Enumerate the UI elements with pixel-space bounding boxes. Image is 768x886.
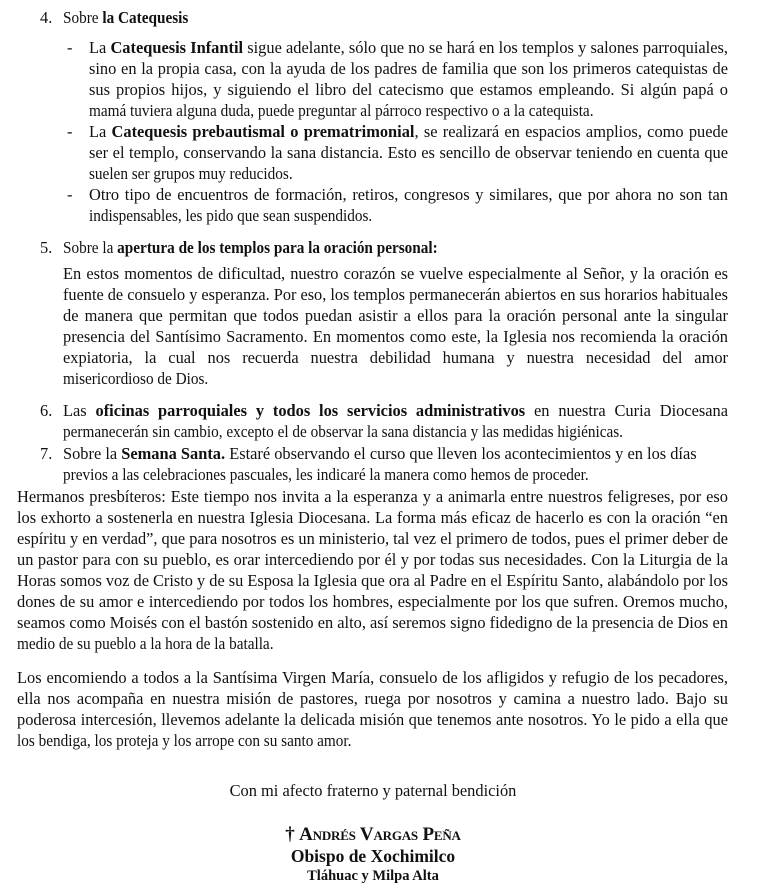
text-run: Las [63,401,96,420]
paragraph-line: los exhorto a sostenerla en nuestra Iglesia Diocesana. La forma más eficaz de hacerlo es con la oración “en [17,508,728,527]
paragraph-line: espíritu y en verdad”, que para nosotros es un ministerio, tal vez el primero de todos, pues el primer deber de [17,529,728,548]
bullet-line: ser el templo, conservando la sana distancia. Esto es sencillo de observar teniendo en cuenta que [89,143,728,162]
text-run: La [89,38,111,57]
text-run: en nuestra Curia Diocesana [525,401,728,420]
text-run: Estaré observando el curso que lleven los acontecimientos y en los días [225,444,697,463]
signature-name [0,824,746,846]
heading-bold: la Catequesis [102,8,189,27]
item-line: permanecerán sin cambio, excepto el de observar la sana distancia y las medidas higiénicas. [63,422,623,441]
paragraph-line: Los encomiendo a todos a la Santísima Virgen María, consuelo de los afligidos y refugio de los pecadores, [17,668,728,687]
bullet-line: mamá tuviera alguna duda, puede preguntar al párroco respectivo o a la catequista. [89,101,594,120]
paragraph-line: los bendiga, los proteja y los arrope con su santo amor. [17,731,352,750]
paragraph-line: un pastor para con su pueblo, es orar intercediendo por él y por todas sus necesidades. Con la Liturgia de la [17,550,728,569]
bullet-line [89,38,728,58]
cross-icon: † [285,824,295,845]
text-run: sigue adelante, sólo que no se hará en los templos y salones parroquiales, [243,38,728,57]
paragraph-line: Hermanos presbíteros: Este tiempo nos invita a la esperanza y a animarla entre nuestros feligreses, por eso [17,487,728,506]
list-number: 4. [40,8,53,27]
paragraph-line: ella nos acompaña en nuestra misión de pastores, ruega por nosotros y camina a nuestro lado. Bajo su [17,689,728,708]
item-line: previos a las celebraciones pascuales, les indicaré la manera como hemos de proceder. [63,465,589,484]
heading-lead: Sobre [63,8,103,27]
bullet-line: indispensables, les pido que sean suspendidos. [89,206,373,225]
item-line [63,444,728,464]
bullet-line: sino en la propia casa, con la ayuda de los padres de familia que son los primeros catequistas de [89,59,728,78]
closing-line: Con mi afecto fraterno y paternal bendición [229,781,517,800]
paragraph-line: expiatoria, la cual nos recuerda nuestra debilidad humana y nuestra necesidad del amor [63,348,728,367]
paragraph-line: dones de su amor e intercediendo por todos los hombres, especialmente por los que sufren. Oremos mucho, [17,592,728,611]
bullet-line: sus propios hijos, y siguiendo el libro del catecismo que estamos empleando. Si algún papá o [89,80,728,99]
bold-term: Semana Santa. [121,444,226,463]
bullet-line [89,122,728,142]
item-heading [63,8,188,28]
paragraph-line: seamos como Moisés con el bastón sostenido en alto, así seremos signo fidedigno de la presencia de Dios en [17,613,728,632]
bullet-dash: - [67,185,73,204]
bold-term: oficinas parroquiales y todos los servicios administrativos [95,401,526,420]
list-number: 6. [40,401,53,420]
paragraph-line: Horas somos voz de Cristo y de su Esposa la Iglesia que ora al Padre en el Espíritu Santo, alabándolo por los [17,571,728,590]
text-run: Sobre la [63,444,122,463]
bullet-dash: - [67,122,73,141]
list-number: 7. [40,444,53,463]
list-number: 5. [40,238,53,257]
bullet-line: suelen ser grupos muy reducidos. [89,164,293,183]
paragraph-line: fuente de consuelo y esperanza. Por eso, los templos permanecerán abiertos en sus horarios habituales [63,285,728,304]
paragraph-line: En estos momentos de dificultad, nuestro corazón se vuelve especialmente al Señor, y la oración es [63,264,728,283]
item-line [63,401,728,421]
signer-name: Andrés Vargas Peña [299,824,461,845]
heading-lead: Sobre la [63,238,118,257]
signature-title: Obispo de Xochimilco [290,846,456,866]
text-run: La [89,122,112,141]
paragraph-line: misericordioso de Dios. [63,369,209,388]
heading-bold: apertura de los templos para la oración personal: [117,238,438,257]
bullet-line: Otro tipo de encuentros de formación, retiros, congresos y similares, que por ahora no son tan [89,185,728,204]
paragraph-line: de manera que permitan que todos puedan asistir a ellos para la oración personal ante la singular [63,306,728,325]
item-heading [63,238,438,258]
paragraph-line: presencia del Santísimo Sacramento. En momentos como este, la Iglesia nos recomienda la oración [63,327,728,346]
text-run: , se realizará en espacios amplios, como puede [414,122,728,141]
bold-term: Catequesis prebautismal o prematrimonial [111,122,415,141]
bullet-dash: - [67,38,73,57]
paragraph-line: medio de su pueblo a la hora de la batalla. [17,634,274,653]
signature-subtitle: Tláhuac y Milpa Alta [307,868,439,884]
paragraph-line: poderosa intercesión, llevemos adelante la delicada misión que tenemos ante nosotros. Yo le pido a ella que [17,710,728,729]
bold-term: Catequesis Infantil [110,38,244,57]
